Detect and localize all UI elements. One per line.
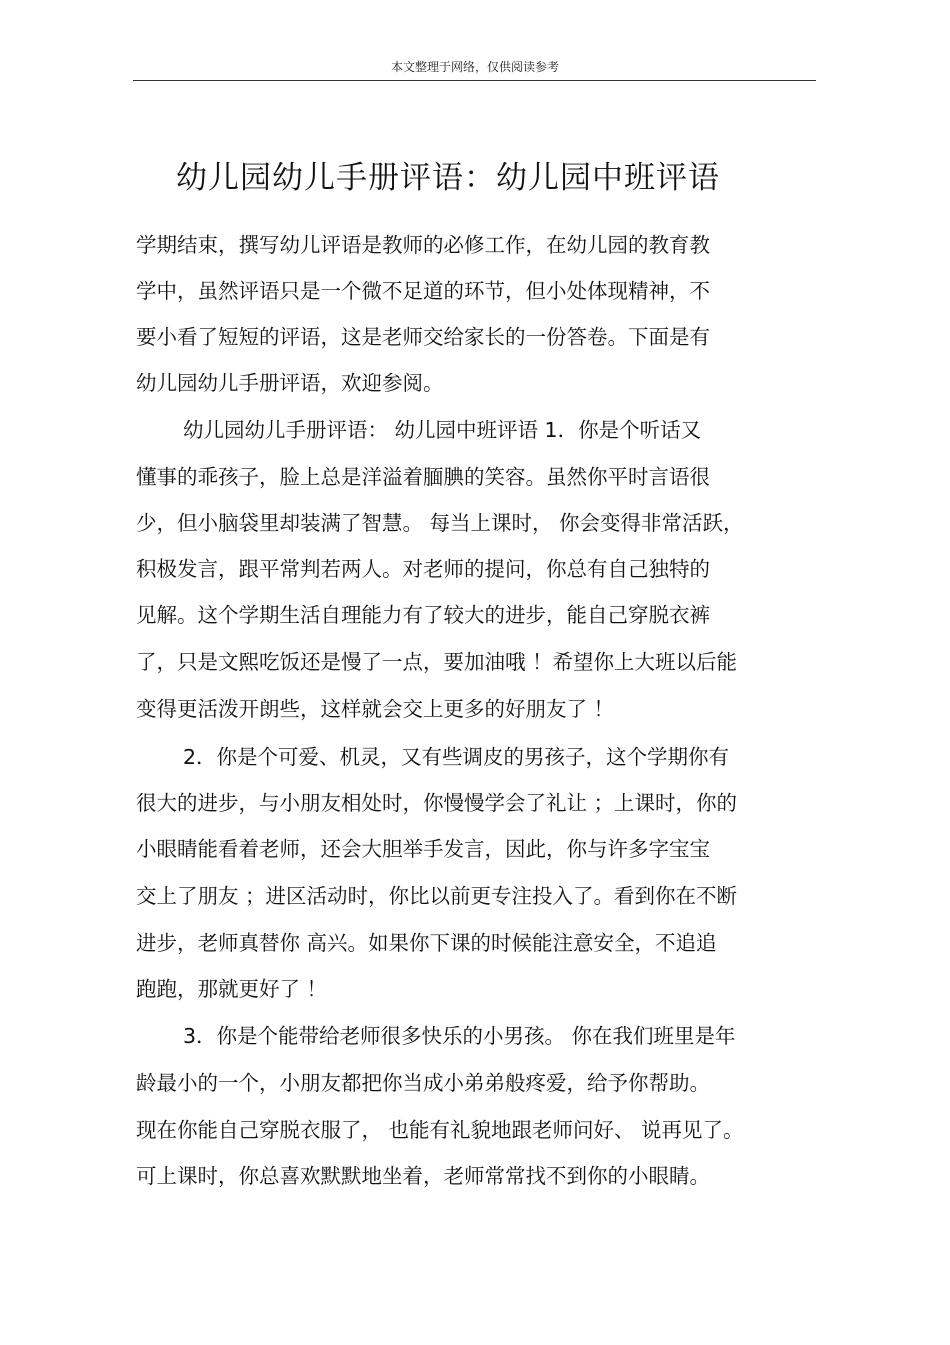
body-line: 幼儿园幼儿手册评语，欢迎参阅。 [136,371,444,395]
body-line: 见解。这个学期生活自理能力有了较大的进步，能自己穿脱衣裤 [136,603,710,627]
body-line: 现在你能自己穿脱衣服了， 也能有礼貌地跟老师问好、 说再见了。 [136,1118,744,1142]
body-line: 跑跑，那就更好了 ！ [136,977,328,1001]
body-line: 2．你是个可爱、机灵，又有些调皮的男孩子，这个学期你有 [183,745,730,769]
body-line: 进步，老师真替你 高兴。如果你下课的时候能注意安全，不追追 [136,931,717,955]
body-line: 变得更活泼开朗些，这样就会交上更多的好朋友了 ！ [136,697,615,721]
header-divider [133,80,816,81]
body-line: 学中，虽然评语只是一个微不足道的环节，但小处体现精神，不 [136,279,710,303]
document-title: 幼儿园幼儿手册评语：幼儿园中班评语 [176,160,720,196]
body-line: 交上了朋友 ；进区活动时，你比以前更专注投入了。看到你在不断 [136,884,738,908]
body-line: 少，但小脑袋里却装满了智慧。 每当上课时， 你会变得非常活跃， [136,511,744,535]
body-line: 小眼睛能看着老师，还会大胆举手发言，因此，你与许多字宝宝 [136,837,710,861]
body-line: 很大的进步，与小朋友相处时，你慢慢学会了礼让 ；上课时，你的 [136,791,738,815]
body-line: 懂事的乖孩子，脸上总是洋溢着腼腆的笑容。虽然你平时言语很 [136,465,710,489]
body-line: 3．你是个能带给老师很多快乐的小男孩。 你在我们班里是年 [183,1024,736,1048]
header-note: 本文整理于网络，仅供阅读参考 [390,60,559,74]
body-line: 了，只是文熙吃饭还是慢了一点，要加油哦 ！希望你上大班以后能 [136,650,738,674]
body-line: 龄最小的一个，小朋友都把你当成小弟弟般疼爱，给予你帮助。 [136,1071,710,1095]
body-line: 学期结束，撰写幼儿评语是教师的必修工作，在幼儿园的教育教 [136,233,710,257]
body-line: 幼儿园幼儿手册评语： 幼儿园中班评语 1．你是个听话又 [183,418,702,442]
body-line: 积极发言，跟平常判若两人。对老师的提问，你总有自己独特的 [136,557,710,581]
body-line: 可上课时，你总喜欢默默地坐着，老师常常找不到你的小眼睛。 [136,1164,710,1188]
body-line: 要小看了短短的评语，这是老师交给家长的一份答卷。下面是有 [136,325,710,349]
